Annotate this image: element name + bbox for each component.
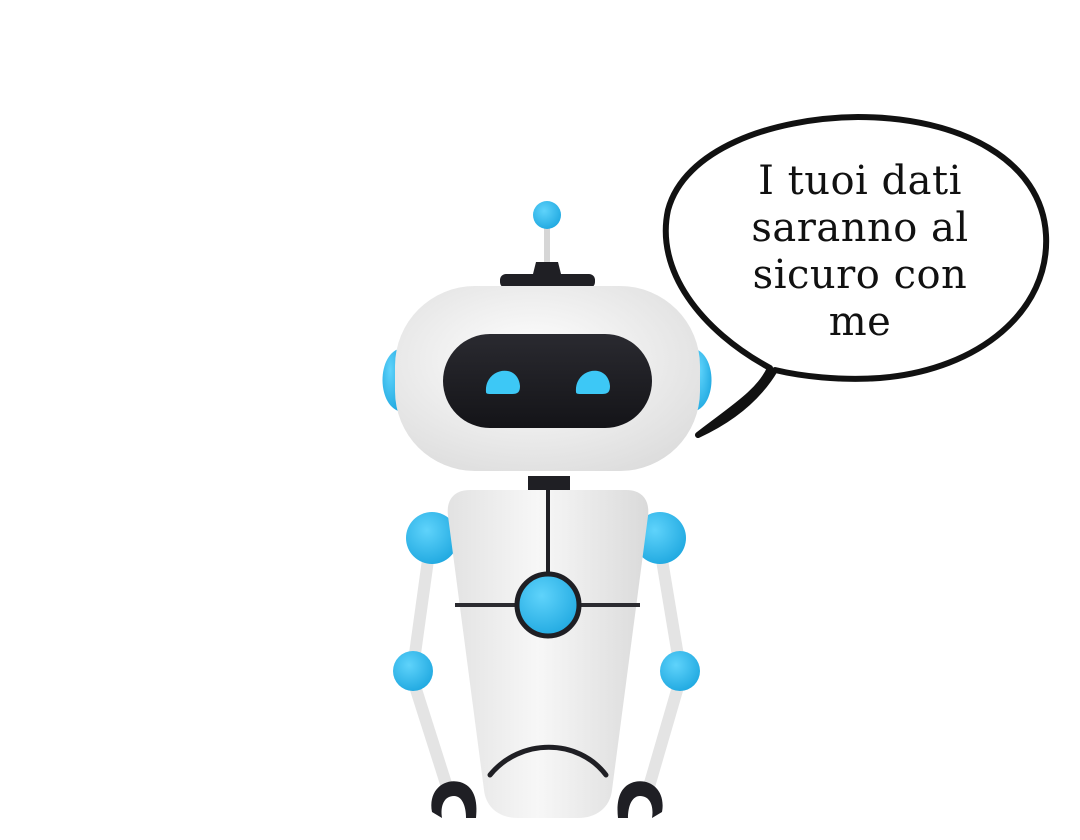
left-claw bbox=[431, 781, 476, 818]
antenna bbox=[500, 201, 595, 288]
robot-torso bbox=[448, 488, 649, 818]
speech-line-1: I tuoi dati bbox=[758, 158, 962, 204]
speech-bubble-text bbox=[720, 158, 1000, 346]
robot-head bbox=[395, 286, 700, 471]
visor bbox=[443, 334, 652, 428]
antenna-tip bbox=[533, 201, 561, 229]
right-elbow bbox=[660, 651, 700, 691]
right-claw bbox=[618, 781, 663, 818]
speech-line-3: sicuro con bbox=[752, 252, 968, 298]
speech-line-2: saranno al bbox=[751, 205, 969, 251]
chest-core bbox=[517, 574, 579, 636]
neck bbox=[528, 476, 570, 490]
left-elbow bbox=[393, 651, 433, 691]
speech-line-4: me bbox=[828, 299, 892, 345]
